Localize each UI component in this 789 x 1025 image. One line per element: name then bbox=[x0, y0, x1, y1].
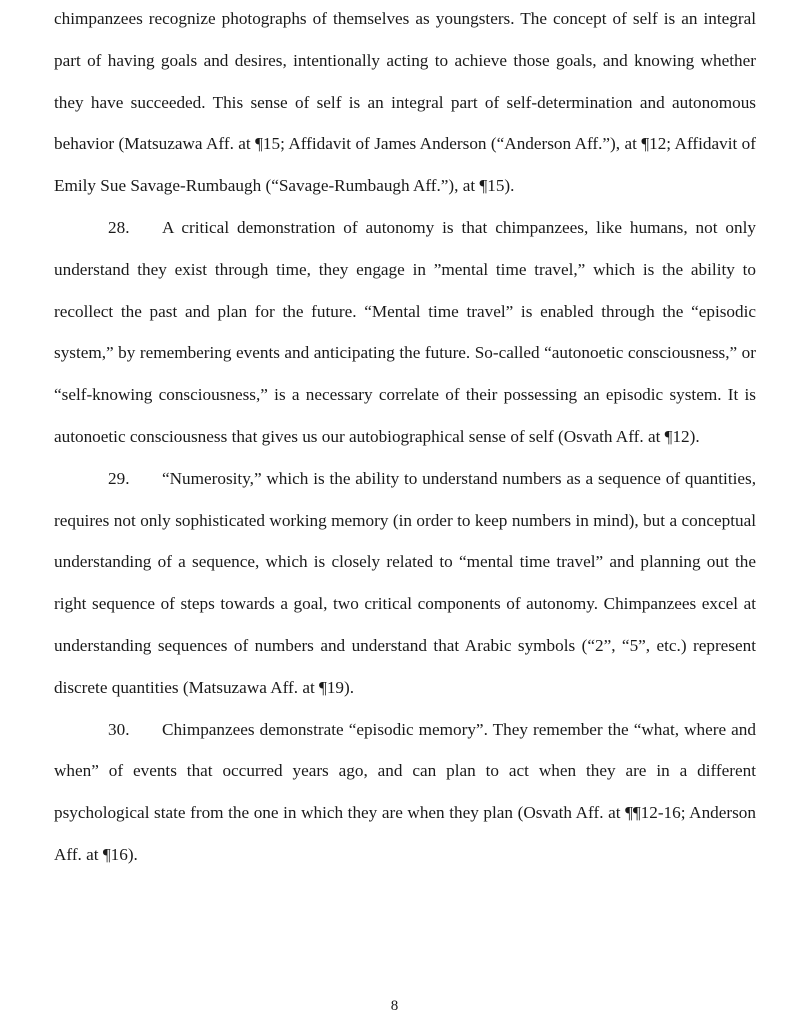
paragraph-28 bbox=[54, 207, 756, 458]
paragraph-text: chimpanzees recognize photographs of themselves as youngsters. The concept of self is an integral part of having goals and desires, intentionally acting to achieve those goals, and knowing whether they have succeeded. This sense of self is an integral part of self-determination and autonomous behavior (Matsuzawa Aff. at ¶15; Affidavit of James Anderson (“Anderson Aff.”), at ¶12; Affidavit of Emily Sue Savage-Rumbaugh (“Savage-Rumbaugh Aff.”), at ¶15). bbox=[54, 9, 756, 196]
paragraph-text: Chimpanzees demonstrate “episodic memory”. They remember the “what, where and when” of events that occurred years ago, and can plan to act when they are in a different psychological state from the one in which they are when they plan (Osvath Aff. at ¶¶12-16; Anderson Aff. at ¶16). bbox=[54, 719, 756, 864]
paragraph-number: 28. bbox=[108, 217, 130, 237]
paragraph-text: “Numerosity,” which is the ability to understand numbers as a sequence of quantities, requires not only sophisticated working memory (in order to keep numbers in mind), but a conceptual understanding of a sequence, which is closely related to “mental time travel” and planning out the right sequence of steps towards a goal, two critical components of autonomy. Chimpanzees excel at understanding sequences of numbers and understand that Arabic symbols (“2”, “5”, etc.) represent discrete quantities (Matsuzawa Aff. at ¶19). bbox=[54, 468, 756, 697]
paragraph-29 bbox=[54, 458, 756, 709]
paragraph-number: 30. bbox=[108, 719, 130, 739]
paragraph-30 bbox=[54, 709, 756, 876]
paragraph-continuation bbox=[54, 0, 756, 207]
body-text bbox=[54, 0, 756, 876]
paragraph-text: A critical demonstration of autonomy is that chimpanzees, like humans, not only understand they exist through time, they engage in ”mental time travel,” which is the ability to recollect the past and plan for the future. “Mental time travel” is enabled through the “episodic system,” by remembering events and anticipating the future. So-called “autonoetic consciousness,” or “self-knowing consciousness,” is a necessary correlate of their possessing an episodic system. It is autonoetic consciousness that gives us our autobiographical sense of self (Osvath Aff. at ¶12). bbox=[54, 217, 756, 446]
page-number: 8 bbox=[390, 998, 399, 1014]
paragraph-number: 29. bbox=[108, 468, 130, 488]
